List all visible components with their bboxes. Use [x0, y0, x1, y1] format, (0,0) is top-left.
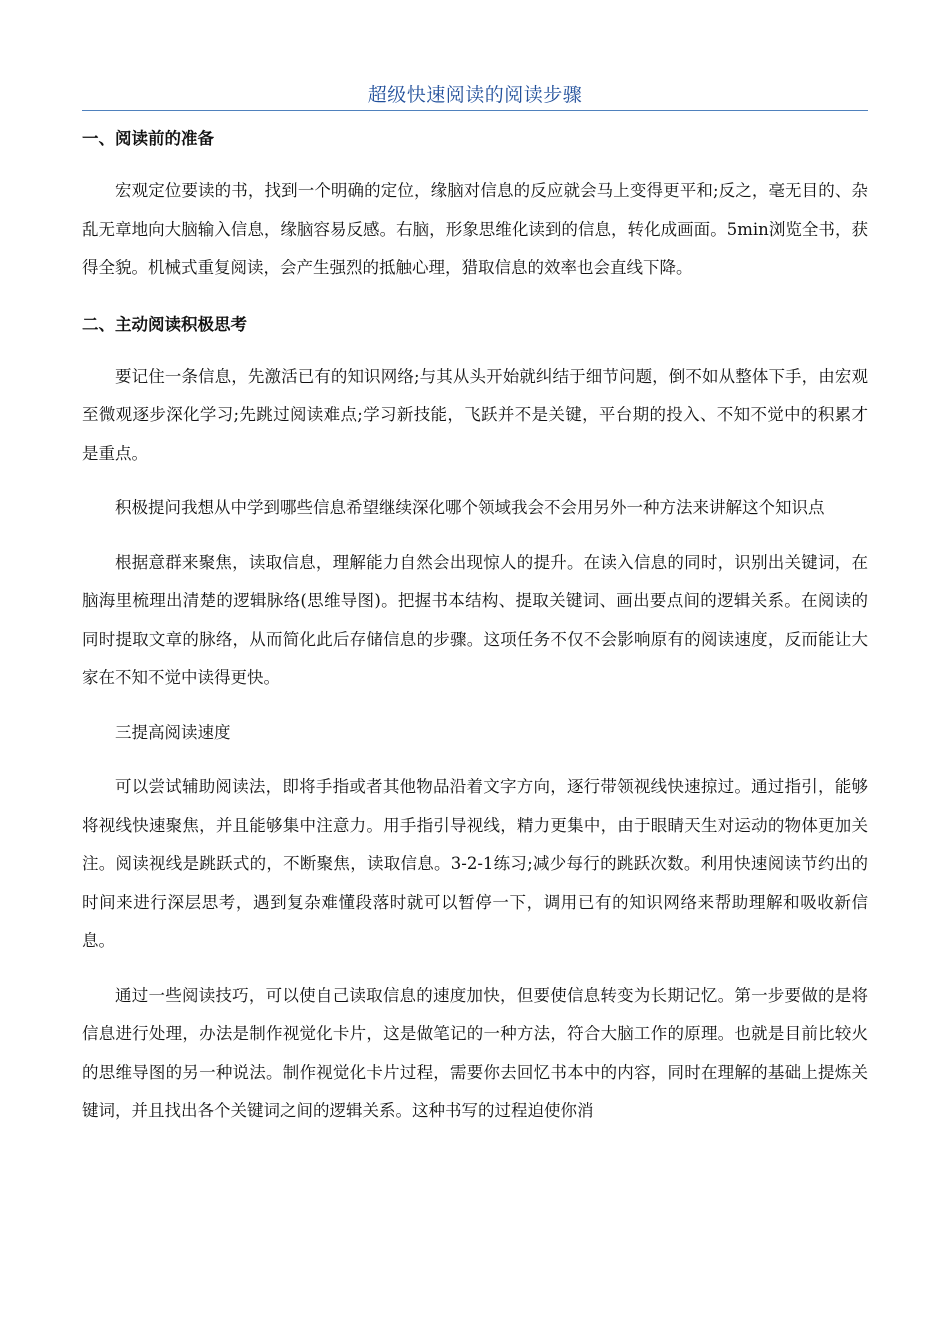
document-title: 超级快速阅读的阅读步骤: [367, 84, 583, 106]
paragraph: 积极提问我想从中学到哪些信息希望继续深化哪个领域我会不会用另外一种方法来讲解这个知识点: [115, 498, 825, 517]
paragraph: 根据意群来聚焦，读取信息，理解能力自然会出现惊人的提升。在读入信息的同时，识别出关键词，在脑海里梳理出清楚的逻辑脉络(思维导图)。把握书本结构、提取关键词、画出要点间的逻辑关系。在阅读的同时提取文章的脉络，从而简化此后存储信息的步骤。这项任务不仅不会影响原有的阅读速度，反而能让大家在不知不觉中读得更快。: [82, 552, 868, 687]
document-body: [82, 126, 868, 1131]
page-header: [82, 82, 868, 111]
paragraph: 要记住一条信息，先激活已有的知识网络;与其从头开始就纠结于细节问题，倒不如从整体下手，由宏观至微观逐步深化学习;先跳过阅读难点;学习新技能，飞跃并不是关键，平台期的投入、不知不觉中的积累才是重点。: [82, 366, 868, 463]
section-heading-preparation: 一、阅读前的准备: [82, 129, 214, 148]
paragraph: 宏观定位要读的书，找到一个明确的定位，缘脑对信息的反应就会马上变得更平和;反之，毫无目的、杂乱无章地向大脑输入信息，缘脑容易反感。右脑，形象思维化读到的信息，转化成画面。5min浏览全书，获得全貌。机械式重复阅读，会产生强烈的抵触心理，猎取信息的效率也会直线下降。: [82, 181, 868, 277]
paragraph: 可以尝试辅助阅读法，即将手指或者其他物品沿着文字方向，逐行带领视线快速掠过。通过指引，能够将视线快速聚焦，并且能够集中注意力。用手指引导视线，精力更集中，由于眼睛天生对运动的物体更加关注。阅读视线是跳跃式的，不断聚焦，读取信息。3-2-1练习;减少每行的跳跃次数。利用快速阅读节约出的时间来进行深层思考，遇到复杂难懂段落时就可以暂停一下，调用已有的知识网络来帮助理解和吸收新信息。: [82, 777, 868, 950]
paragraph: 通过一些阅读技巧，可以使自己读取信息的速度加快，但要使信息转变为长期记忆。第一步要做的是将信息进行处理，办法是制作视觉化卡片，这是做笔记的一种方法，符合大脑工作的原理。也就是目前比较火的思维导图的另一种说法。制作视觉化卡片过程，需要你去回忆书本中的内容，同时在理解的基础上提炼关键词，并且找出各个关键词之间的逻辑关系。这种书写的过程迫使你消: [82, 985, 868, 1120]
section-heading-active-reading: 二、主动阅读积极思考: [82, 314, 247, 334]
section-heading-reading-speed: 三提高阅读速度: [115, 722, 231, 742]
